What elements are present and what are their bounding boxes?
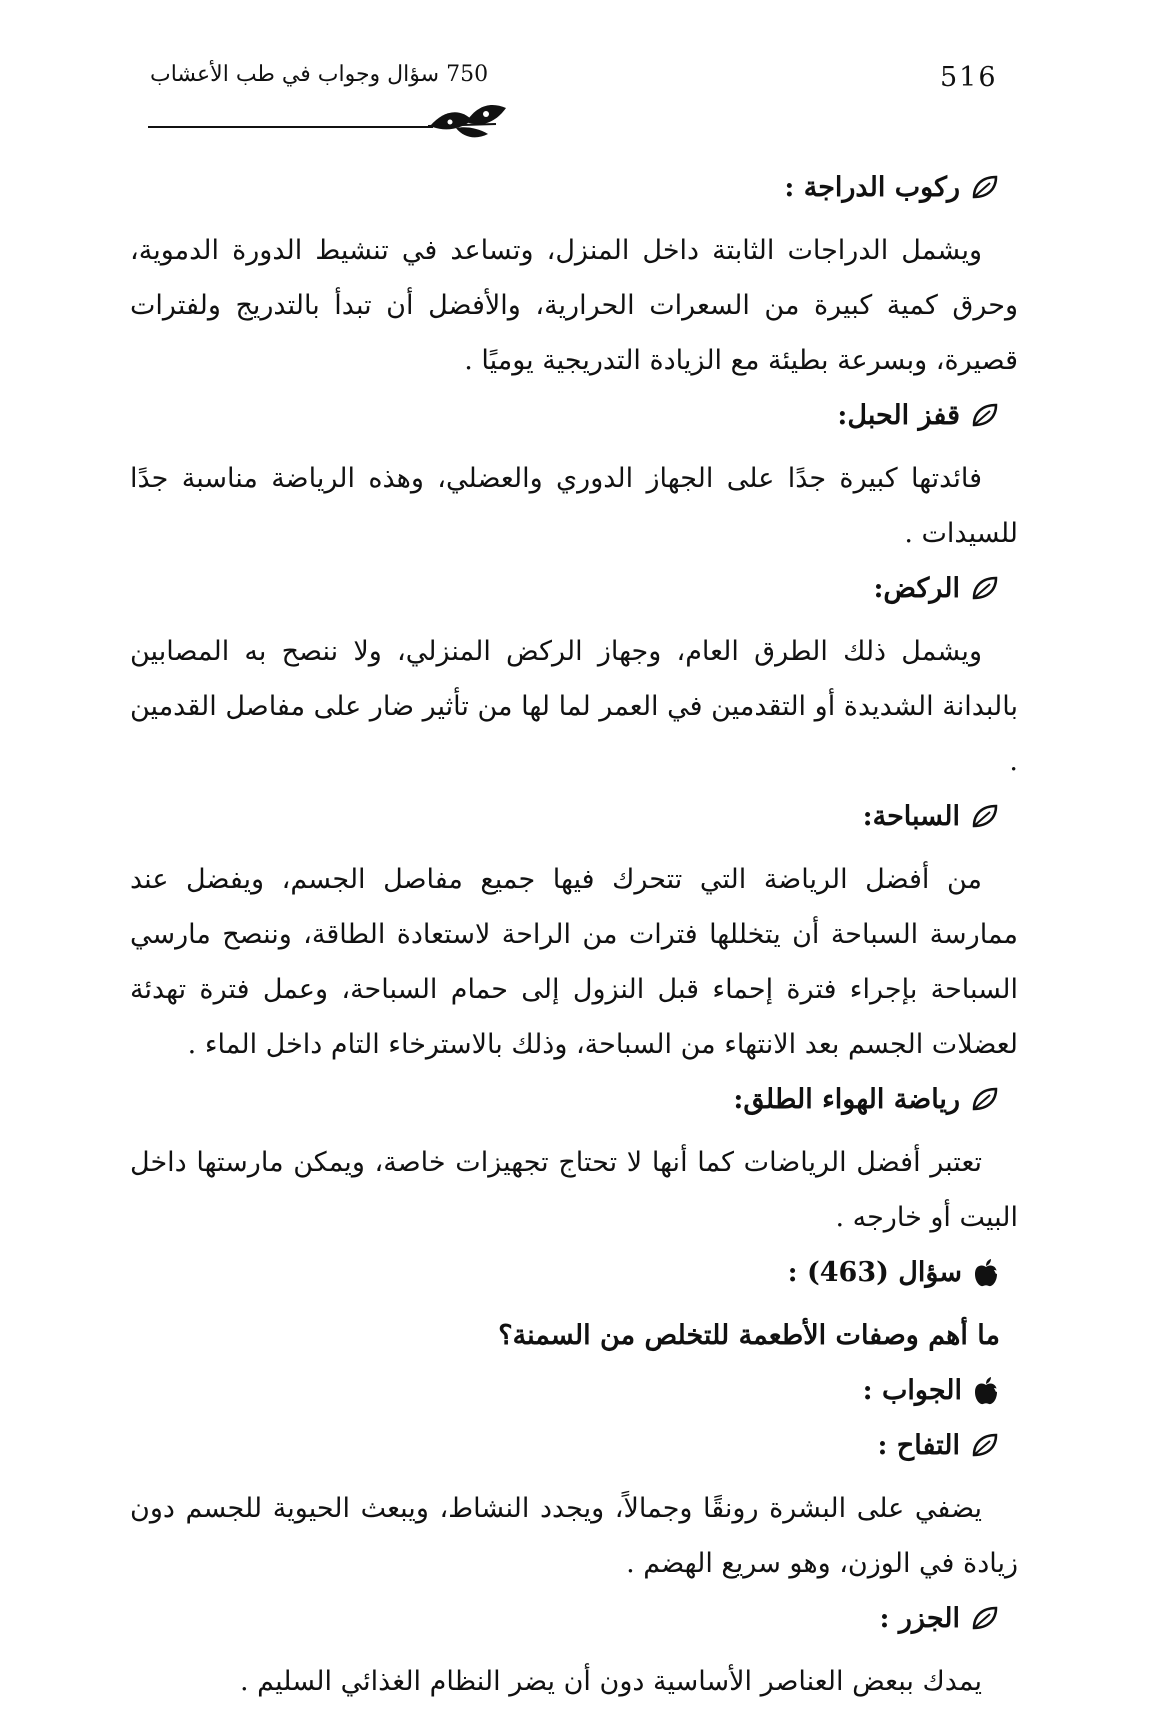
- answer-label: [130, 1363, 1000, 1418]
- question-text: ما أهم وصفات الأطعمة للتخلص من السمنة؟: [498, 1320, 1000, 1351]
- answer-paragraph: يمدك ببعض العناصر الأساسية دون أن يضر النظام الغذائي السليم .: [240, 1666, 982, 1697]
- section-heading: [130, 1072, 1000, 1127]
- apple-icon: [972, 1258, 1000, 1288]
- question-label: [130, 1245, 1000, 1300]
- section-paragraph: فائدتها كبيرة جدًا على الجهاز الدوري والعضلي، وهذه الرياضة مناسبة جدًا للسيدات .: [130, 463, 1018, 549]
- page-number: 516: [940, 62, 998, 93]
- answer-heading-text: الجزر :: [879, 1603, 960, 1634]
- answer-heading: [130, 1418, 1000, 1473]
- header-rule: [148, 126, 433, 128]
- leaf-bullet-icon: [970, 802, 1000, 832]
- leaf-ornament-icon: [426, 100, 510, 144]
- section-heading: [130, 388, 1000, 443]
- answer-label-text: الجواب :: [862, 1375, 962, 1406]
- answer-heading: [130, 1591, 1000, 1646]
- leaf-bullet-icon: [970, 1085, 1000, 1115]
- section-heading-text: السباحة:: [862, 801, 960, 832]
- section-heading-text: قفز الحبل:: [837, 400, 960, 431]
- leaf-bullet-icon: [970, 1604, 1000, 1634]
- section-heading-text: الركض:: [873, 573, 960, 604]
- running-title: 750 سؤال وجواب في طب الأعشاب: [150, 62, 489, 87]
- answer-paragraph: يضفي على البشرة رونقًا وجمالاً، ويجدد النشاط، ويبعث الحيوية للجسم دون زيادة في الوزن، وهو سريع الهضم .: [130, 1493, 1018, 1579]
- apple-icon: [972, 1376, 1000, 1406]
- page-content: [130, 160, 1018, 1709]
- section-heading-text: رياضة الهواء الطلق:: [733, 1084, 960, 1115]
- section-heading-text: ركوب الدراجة :: [784, 172, 960, 203]
- leaf-bullet-icon: [970, 1431, 1000, 1461]
- leaf-bullet-icon: [970, 401, 1000, 431]
- question-label-text: سؤال (463) :: [787, 1257, 962, 1288]
- section-paragraph: ويشمل ذلك الطرق العام، وجهاز الركض المنزلي، ولا ننصح به المصابين بالبدانة الشديدة أو التقدمين في العمر لما لها من تأثير ضار على مفاصل القدمين .: [130, 636, 1018, 777]
- section-heading: [130, 160, 1000, 215]
- leaf-bullet-icon: [970, 574, 1000, 604]
- section-paragraph: تعتبر أفضل الرياضات كما أنها لا تحتاج تجهيزات خاصة، ويمكن مارستها داخل البيت أو خارجه .: [130, 1147, 1018, 1233]
- section-paragraph: من أفضل الرياضة التي تتحرك فيها جميع مفاصل الجسم، ويفضل عند ممارسة السباحة أن يتخللها فترات من الراحة لاستعادة الطاقة، وننصح مارسي السباحة بإجراء فترة إحماء قبل النزول إلى حمام السباحة، وعمل فترة تهدئة لعضلات الجسم بعد الانتهاء من السباحة، وذلك بالاسترخاء التام داخل الماء .: [130, 864, 1018, 1060]
- leaf-bullet-icon: [970, 173, 1000, 203]
- section-heading: [130, 789, 1000, 844]
- section-paragraph: ويشمل الدراجات الثابتة داخل المنزل، وتساعد في تنشيط الدورة الدموية، وحرق كمية كبيرة من السعرات الحرارية، والأفضل أن تبدأ بالتدريج ولفترات قصيرة، وبسرعة بطيئة مع الزيادة التدريجية يوميًا .: [130, 235, 1018, 376]
- answer-heading-text: التفاح :: [877, 1430, 960, 1461]
- section-heading: [130, 561, 1000, 616]
